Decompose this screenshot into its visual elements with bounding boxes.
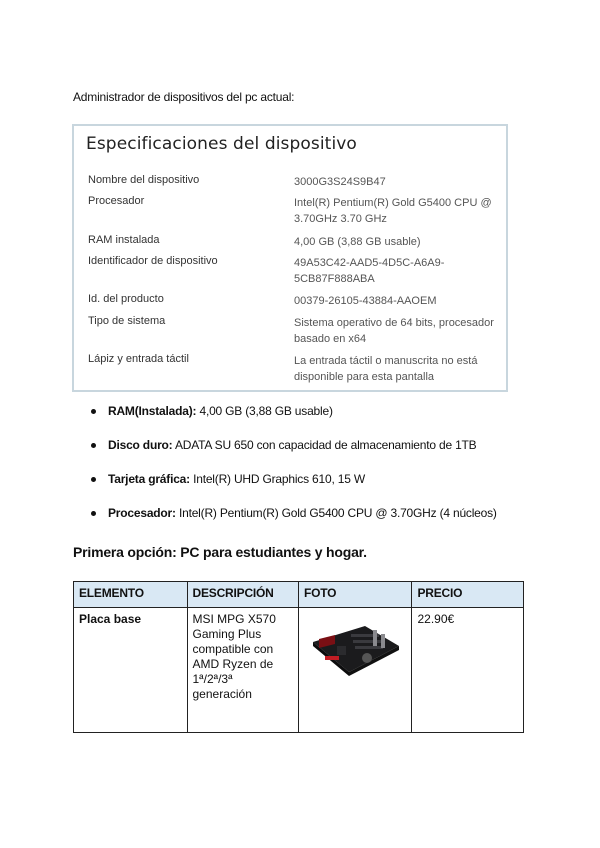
column-header-elemento: ELEMENTO xyxy=(74,582,188,608)
spec-value: 4,00 GB (3,88 GB usable) xyxy=(294,236,421,248)
cell-foto xyxy=(298,608,412,733)
spec-label: RAM instalada xyxy=(88,234,160,246)
motherboard-photo xyxy=(307,612,403,680)
column-header-descripcion: DESCRIPCIÓN xyxy=(187,582,298,608)
bullet-text: ADATA SU 650 con capacidad de almacenamiento de 1TB xyxy=(172,438,477,452)
column-header-foto: FOTO xyxy=(298,582,412,608)
section-title: Primera opción: PC para estudiantes y hogar. xyxy=(73,544,367,560)
intro-text: Administrador de dispositivos del pc actual: xyxy=(73,90,295,104)
spec-value: 49A53C42-AAD5-4D5C-A6A9-5CB87F888ABA xyxy=(294,257,445,285)
bullet-text: 4,00 GB (3,88 GB usable) xyxy=(196,404,333,418)
list-item xyxy=(90,438,497,472)
spec-value: La entrada táctil o manuscrita no está disponible para esta pantalla xyxy=(294,355,478,383)
bullet-icon xyxy=(91,511,96,516)
bullet-label: Disco duro: xyxy=(108,438,173,452)
bullet-label: Procesador: xyxy=(108,506,176,520)
specs-title: Especificaciones del dispositivo xyxy=(86,134,357,154)
list-item xyxy=(90,404,497,438)
column-header-precio: PRECIO xyxy=(412,582,524,608)
parts-table xyxy=(73,581,524,733)
list-item xyxy=(90,506,497,540)
bullet-text: Intel(R) Pentium(R) Gold G5400 CPU @ 3.70GHz (4 núcleos) xyxy=(175,506,497,520)
element-name: Placa base xyxy=(79,612,142,626)
spec-value: 00379-26105-43884-AAOEM xyxy=(294,295,437,307)
table-row xyxy=(74,608,524,733)
spec-label: Procesador xyxy=(88,195,145,207)
cell-elemento xyxy=(74,608,188,733)
spec-value: 3000G3S24S9B47 xyxy=(294,176,386,188)
bullet-icon xyxy=(91,443,96,448)
spec-label: Nombre del dispositivo xyxy=(88,174,200,186)
device-specs-panel xyxy=(72,124,508,392)
cell-precio: 22.90€ xyxy=(412,608,524,733)
specs-bullet-list xyxy=(90,404,497,540)
spec-label: Identificador de dispositivo xyxy=(88,255,218,267)
spec-label: Tipo de sistema xyxy=(88,315,166,327)
bullet-icon xyxy=(91,409,96,414)
table-header-row xyxy=(74,582,524,608)
bullet-label: RAM(Instalada): xyxy=(108,404,197,418)
spec-value: Intel(R) Pentium(R) Gold G5400 CPU @ 3.70GHz 3.70 GHz xyxy=(294,197,492,225)
spec-value: Sistema operativo de 64 bits, procesador basado en x64 xyxy=(294,317,494,345)
bullet-text: Intel(R) UHD Graphics 610, 15 W xyxy=(189,472,365,486)
spec-label: Id. del producto xyxy=(88,293,164,305)
bullet-label: Tarjeta gráfica: xyxy=(108,472,190,486)
cell-descripcion: MSI MPG X570 Gaming Plus compatible con AMD Ryzen de 1ª/2ª/3ª generación xyxy=(187,608,298,733)
spec-label: Lápiz y entrada táctil xyxy=(88,353,189,365)
list-item xyxy=(90,472,497,506)
bullet-icon xyxy=(91,477,96,482)
